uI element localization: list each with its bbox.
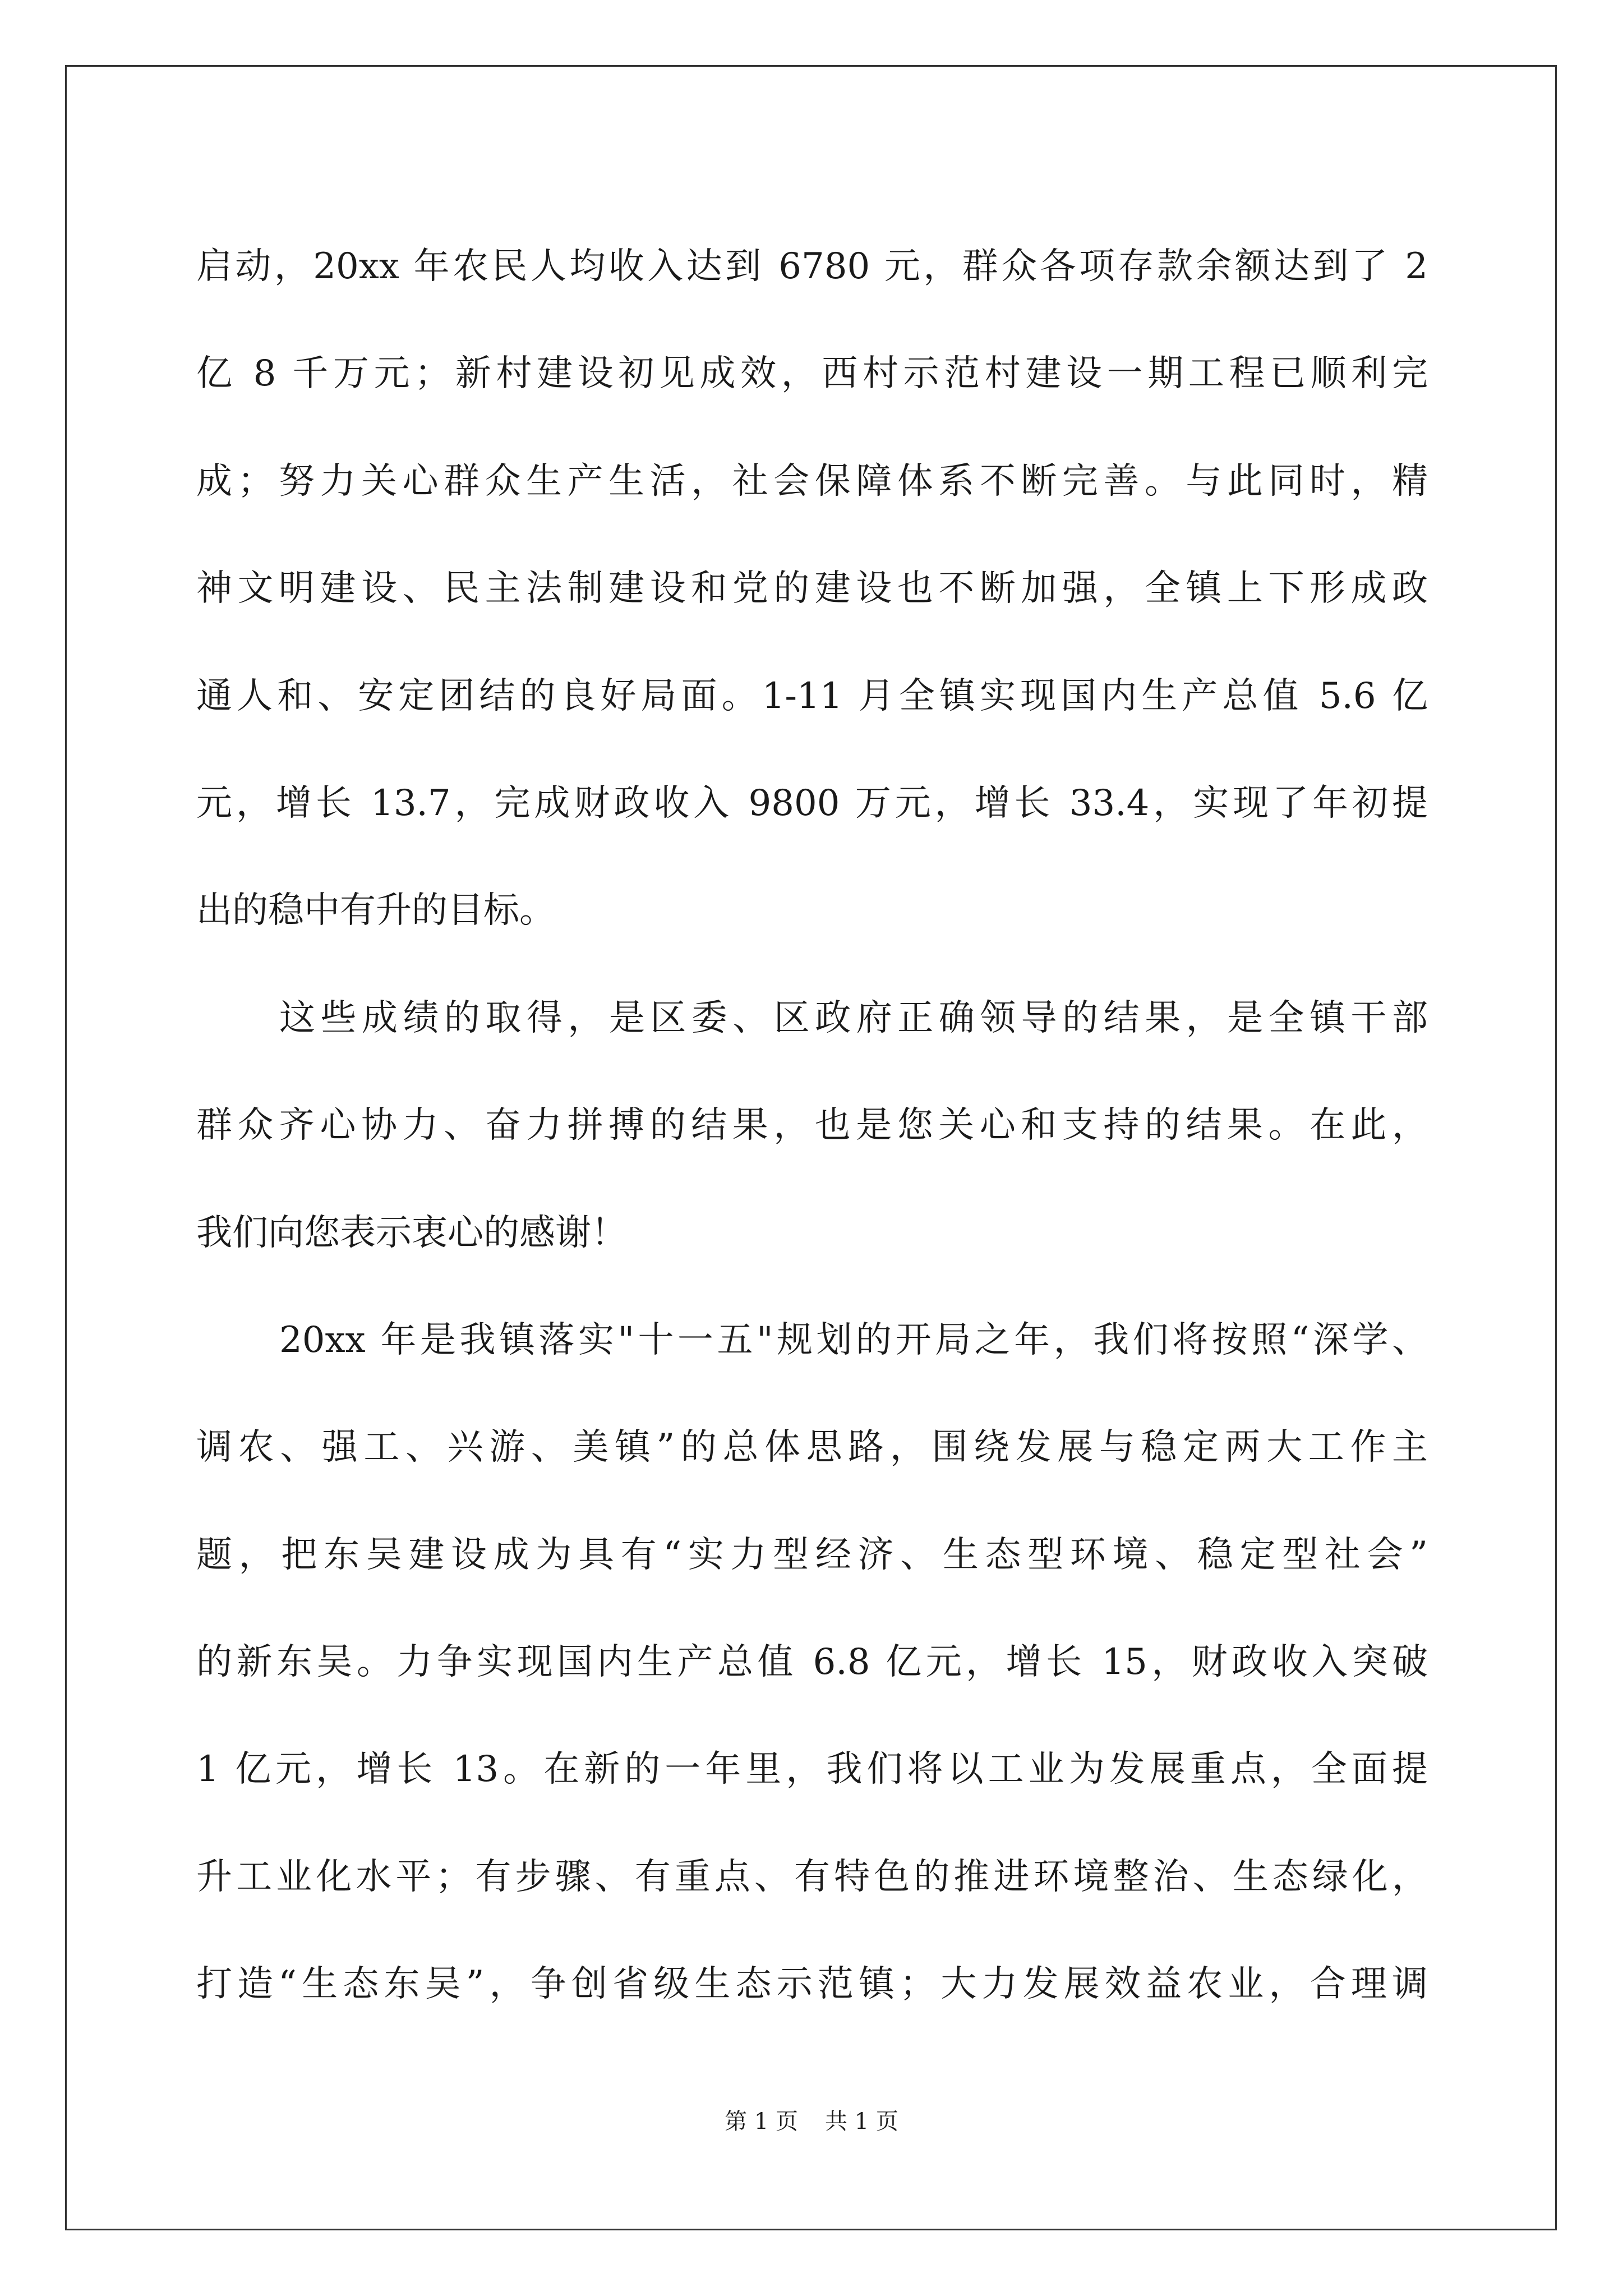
text-line: 题，把东吴建设成为具有“实力型经济、生态型环境、稳定型社会” bbox=[196, 1534, 1428, 1576]
text-line: 神文明建设、民主法制建设和党的建设也不断加强，全镇上下形成政 bbox=[196, 568, 1428, 610]
paragraph-first-line: 这些成绩的取得，是区委、区政府正确领导的结果，是全镇干部 bbox=[279, 997, 1428, 1039]
text-line: 启动，20xx 年农民人均收入达到 6780 元，群众各项存款余额达到了 2 bbox=[196, 246, 1428, 287]
text-line: 亿 8 千万元；新村建设初见成效，西村示范村建设一期工程已顺利完 bbox=[196, 353, 1428, 395]
page-footer bbox=[0, 2104, 1623, 2136]
paragraph-first-line: 20xx 年是我镇落实"十一五"规划的开局之年，我们将按照“深学、 bbox=[279, 1319, 1428, 1361]
text-line: 升工业化水平；有步骤、有重点、有特色的推进环境整治、生态绿化， bbox=[196, 1856, 1428, 1898]
page-number-total: 共 1 页 bbox=[825, 2109, 898, 2134]
text-line: 群众齐心协力、奋力拼搏的结果，也是您关心和支持的结果。在此， bbox=[196, 1105, 1428, 1147]
text-line: 我们向您表示衷心的感谢！ bbox=[196, 1212, 627, 1254]
text-line: 1 亿元，增长 13。在新的一年里，我们将以工业为发展重点，全面提 bbox=[196, 1749, 1428, 1791]
document-body bbox=[196, 213, 1428, 2039]
text-line: 成；努力关心群众生产生活，社会保障体系不断完善。与此同时，精 bbox=[196, 460, 1428, 502]
text-line: 通人和、安定团结的良好局面。1-11 月全镇实现国内生产总值 5.6 亿 bbox=[196, 675, 1428, 717]
text-line: 元，增长 13.7，完成财政收入 9800 万元，增长 33.4，实现了年初提 bbox=[196, 782, 1428, 824]
text-line: 调农、强工、兴游、美镇”的总体思路，围绕发展与稳定两大工作主 bbox=[196, 1427, 1428, 1469]
text-line: 出的稳中有升的目标。 bbox=[196, 890, 555, 932]
text-line: 打造“生态东吴”，争创省级生态示范镇；大力发展效益农业，合理调 bbox=[196, 1963, 1428, 2005]
page-number-current: 第 1 页 bbox=[725, 2109, 798, 2134]
text-line: 的新东吴。力争实现国内生产总值 6.8 亿元，增长 15，财政收入突破 bbox=[196, 1641, 1428, 1683]
